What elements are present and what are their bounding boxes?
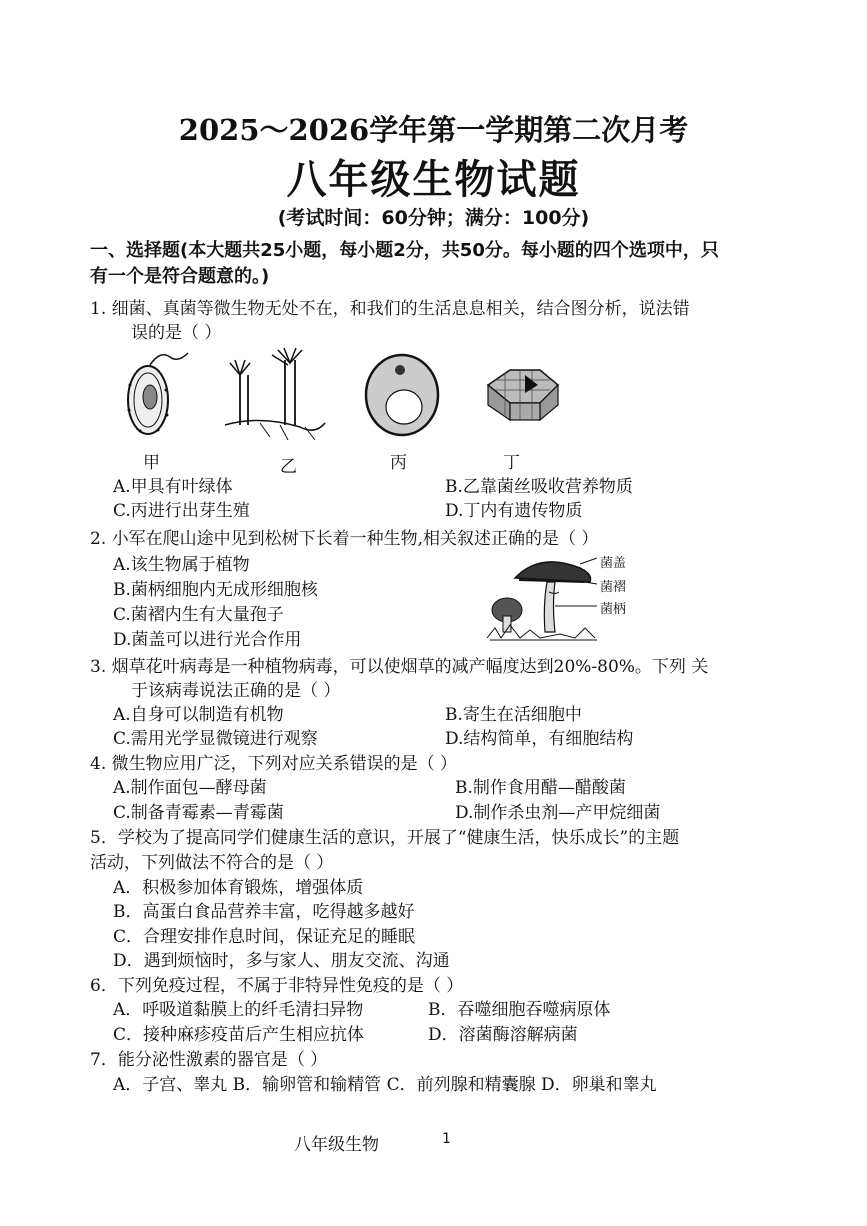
question-3-stem-cont: 于该病毒说法正确的是（ ）	[131, 681, 341, 701]
q3-option-a: A.自身可以制造有机物	[113, 705, 284, 725]
q5-option-d: D．遇到烦恼时，多与家人、朋友交流、沟通	[113, 951, 450, 971]
q2-option-d: D.菌盖可以进行光合作用	[113, 630, 302, 650]
question-2-stem: 2. 小军在爬山途中见到松树下长着一种生物,相关叙述正确的是（ ）	[90, 529, 599, 549]
mushroom-figure	[485, 550, 600, 645]
q7-options: A．子宫、睾丸 B．输卵管和输精管 C．前列腺和精囊腺 D．卵巢和睾丸	[113, 1075, 657, 1095]
figure-label-yi: 乙	[280, 457, 297, 477]
question-4-stem: 4. 微生物应用广泛，下列对应关系错误的是（ ）	[90, 754, 458, 774]
q6-option-d: D．溶菌酶溶解病菌	[428, 1025, 578, 1045]
q1-option-c: C.丙进行出芽生殖	[113, 501, 250, 521]
question-6-stem: 6．下列免疫过程，不属于非特异性免疫的是（ ）	[90, 976, 464, 996]
figure-label-bing: 丙	[390, 453, 407, 473]
q6-option-a: A．呼吸道黏膜上的纤毛清扫异物	[113, 1000, 364, 1020]
q2-option-b: B.菌柄细胞内无成形细胞核	[113, 580, 318, 600]
question-1-stem-cont: 误的是（ ）	[131, 323, 222, 343]
label-gills: 菌褶	[600, 580, 627, 595]
q5-option-c: C．合理安排作息时间，保证充足的睡眠	[113, 927, 416, 947]
microorganism-figure	[110, 345, 580, 445]
q2-option-a: A.该生物属于植物	[113, 555, 250, 575]
footer-subject: 八年级生物	[294, 1135, 379, 1155]
exam-info: (考试时间：60分钟；满分：100分)	[277, 207, 590, 229]
exam-term-title: 2025～2026学年第一学期第二次月考	[178, 113, 689, 147]
q1-option-a: A.甲具有叶绿体	[113, 477, 233, 497]
q1-option-d: D.丁内有遗传物质	[445, 501, 583, 521]
question-7-stem: 7．能分泌性激素的器官是（ ）	[90, 1050, 328, 1070]
bacterium-drawing	[128, 353, 189, 434]
figure-label-jia: 甲	[143, 453, 160, 473]
q6-option-b: B．吞噬细胞吞噬病原体	[428, 1000, 611, 1020]
q2-option-c: C.菌褶内生有大量孢子	[113, 605, 284, 625]
question-3-stem: 3. 烟草花叶病毒是一种植物病毒，可以使烟草的减产幅度达到20%-80%。下列 关	[90, 657, 709, 677]
q4-option-d: D.制作杀虫剂—产甲烷细菌	[455, 803, 661, 823]
figure-label-ding: 丁	[503, 453, 520, 473]
q4-option-b: B.制作食用醋—醋酸菌	[455, 778, 626, 798]
q4-option-c: C.制备青霉素—青霉菌	[113, 803, 284, 823]
q3-option-d: D.结构简单，有细胞结构	[445, 729, 634, 749]
question-5-stem: 5．学校为了提高同学们健康生活的意识，开展了“健康生活，快乐成长”的主题	[90, 828, 680, 848]
exam-title: 八年级生物试题	[286, 156, 581, 203]
section-heading: 一、选择题(本大题共25小题，每小题2分，共50分。每小题的四个选项中，只	[90, 240, 719, 261]
q5-option-b: B．高蛋白食品营养丰富，吃得越多越好	[113, 902, 415, 922]
yeast-drawing	[366, 355, 438, 435]
q3-option-b: B.寄生在活细胞中	[445, 705, 582, 725]
q3-option-c: C.需用光学显微镜进行观察	[113, 729, 318, 749]
mold-drawing	[225, 348, 325, 440]
virus-drawing	[488, 370, 558, 420]
q1-option-b: B.乙靠菌丝吸收营养物质	[445, 477, 633, 497]
label-stalk: 菌柄	[600, 602, 627, 617]
label-cap: 菌盖	[600, 556, 627, 571]
section-heading-cont: 有一个是符合题意的。)	[90, 266, 270, 287]
q5-option-a: A．积极参加体育锻炼，增强体质	[113, 878, 364, 898]
q6-option-c: C．接种麻疹疫苗后产生相应抗体	[113, 1025, 365, 1045]
question-1-stem: 1. 细菌、真菌等微生物无处不在，和我们的生活息息相关，结合图分析，说法错	[90, 299, 690, 319]
question-5-stem-cont: 活动，下列做法不符合的是（ ）	[90, 853, 334, 873]
page-number: 1	[442, 1131, 451, 1147]
q4-option-a: A.制作面包—酵母菌	[113, 778, 267, 798]
